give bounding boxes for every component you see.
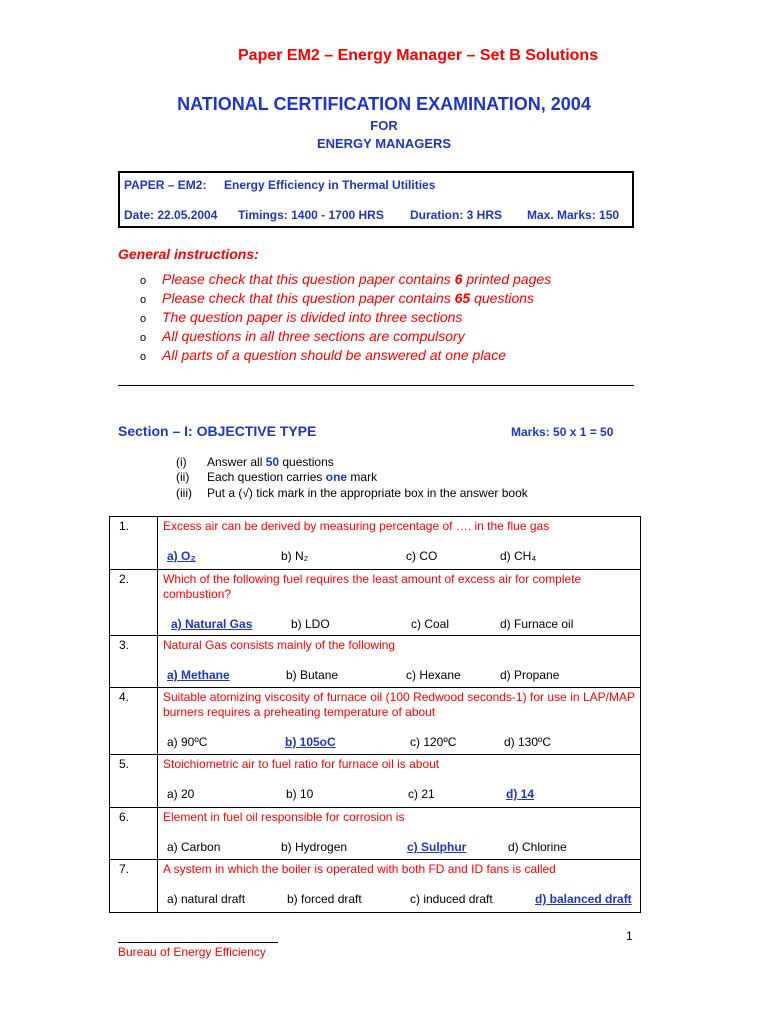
answer-option: d) Propane [500,668,560,682]
question-number: 7. [110,860,158,913]
divider [118,385,634,386]
question-body [158,517,641,570]
footer-org: Bureau of Energy Efficiency [118,945,266,959]
exam-date: Date: 22.05.2004 [124,208,218,222]
bullet-icon: o [140,294,147,306]
answer-option: d) Chlorine [508,840,567,854]
answer-option: a) Carbon [167,840,221,854]
answer-option: b) forced draft [287,892,362,906]
exam-timings: Timings: 1400 - 1700 HRS [238,208,384,222]
instruction-text: Please check that this question paper contains [162,271,455,287]
question-number: 5. [110,755,158,808]
instruction-text: questions [470,290,535,306]
instruction-item [140,290,534,306]
answer-option: a) 90ºC [167,735,208,749]
answer-option: c) 120ºC [410,735,457,749]
correct-answer-option: a) Methane [167,668,230,682]
rule-text-part: Put a (√) tick mark in the appropriate box in the answer book [207,486,528,500]
paper-title: Paper EM2 – Energy Manager – Set B Solutions [238,47,599,64]
answer-option: c) induced draft [410,892,493,906]
answer-option: b) LDO [291,617,330,631]
rule-text-part: Each question carries [207,470,326,484]
answer-option: c) Coal [411,617,450,631]
bullet-icon: o [140,351,147,363]
table-row [110,517,641,570]
answer-option: d) Furnace oil [500,617,574,631]
question-options [163,786,635,804]
exam-for: FOR [370,118,398,133]
section-rule [176,455,636,470]
answer-option: b) N₂ [281,549,309,563]
rule-number: (iii) [176,486,192,500]
instruction-text: Please check that this question paper contains [162,290,455,306]
rule-text-part: mark [347,470,378,484]
correct-answer-option: c) Sulphur [407,840,467,854]
question-number: 3. [110,636,158,688]
answer-option: b) Butane [286,668,339,682]
bullet-icon: o [140,332,147,344]
footer-divider [118,942,278,943]
question-text: Element in fuel oil responsible for corrosion is [163,810,405,824]
rule-highlight: one [325,470,348,484]
question-options [163,839,635,857]
max-marks: Max. Marks: 150 [527,208,620,222]
question-body [158,688,641,755]
instruction-item [140,271,551,287]
question-options [163,667,635,685]
question-options [163,891,635,909]
instruction-text: The question paper is divided into three sections [162,309,463,325]
instructions-title: General instructions: [118,246,259,262]
questions-table [109,516,641,913]
table-row [110,808,641,860]
question-text: A system in which the boiler is operated with both FD and ID fans is called [163,862,556,876]
answer-option: a) natural draft [167,892,246,906]
question-options [163,616,635,634]
correct-answer-option: a) O₂ [167,549,196,563]
question-body [158,636,641,688]
rule-text [207,470,377,484]
instruction-text: All parts of a question should be answered at one place [162,347,507,363]
answer-option: c) Hexane [406,668,461,682]
exam-audience: ENERGY MANAGERS [316,136,452,151]
question-options [163,548,635,566]
question-text: Stoichiometric air to fuel ratio for furnace oil is about [163,757,440,771]
answer-option: b) 10 [286,787,314,801]
section-rule [176,470,636,485]
section-rule [176,486,636,501]
question-text: Suitable atomizing viscosity of furnace oil (100 Redwood seconds-1) for use in LAP/MAP burners requires a preheating temperature of about [163,690,635,719]
question-body [158,860,641,913]
answer-option: b) Hydrogen [281,840,348,854]
instruction-item [140,347,506,363]
correct-answer-option: d) 14 [506,787,535,801]
instruction-text: All questions in all three sections are compulsory [162,328,465,344]
question-text: Which of the following fuel requires the least amount of excess air for complete combustion? [163,572,582,601]
question-number: 1. [110,517,158,570]
instruction-highlight: 6 [454,271,463,287]
question-text: Natural Gas consists mainly of the following [163,638,396,652]
exam-title: NATIONAL CERTIFICATION EXAMINATION, 2004 [177,94,591,114]
bullet-icon: o [140,313,147,325]
question-body [158,755,641,808]
rule-text [207,486,528,500]
table-row [110,860,641,913]
answer-option: c) CO [406,549,438,563]
paper-info-box [118,171,634,228]
correct-answer-option: b) 105oC [285,735,336,749]
answer-option: c) 21 [408,787,435,801]
rule-text-part: Answer all [207,455,266,469]
table-row [110,636,641,688]
paper-name: Energy Efficiency in Thermal Utilities [224,178,436,192]
answer-option: a) 20 [167,787,195,801]
bullet-icon: o [140,275,147,287]
exam-duration: Duration: 3 HRS [410,208,503,222]
table-row [110,688,641,755]
rule-text-part: questions [279,455,334,469]
table-row [110,570,641,636]
answer-option: d) 130ºC [504,735,552,749]
instruction-text: printed pages [462,271,552,287]
correct-answer-option: d) balanced draft [535,892,632,906]
instruction-item [140,309,462,325]
question-text: Excess air can be derived by measuring percentage of …. in the flue gas [163,519,550,533]
question-body [158,808,641,860]
question-number: 4. [110,688,158,755]
section-marks: Marks: 50 x 1 = 50 [511,425,614,439]
section-title: Section – I: OBJECTIVE TYPE [118,423,317,439]
rule-number: (ii) [176,470,190,484]
page-number: 1 [626,929,633,943]
question-number: 2. [110,570,158,636]
paper-label: PAPER – EM2: [124,178,207,192]
rule-number: (i) [176,455,187,469]
instruction-item [140,328,465,344]
table-row [110,755,641,808]
rule-text [207,455,334,469]
correct-answer-option: a) Natural Gas [171,617,253,631]
rule-highlight: 50 [265,455,280,469]
question-number: 6. [110,808,158,860]
question-body [158,570,641,636]
answer-option: d) CH₄ [500,549,537,563]
instruction-highlight: 65 [454,290,471,306]
question-options [163,734,635,752]
